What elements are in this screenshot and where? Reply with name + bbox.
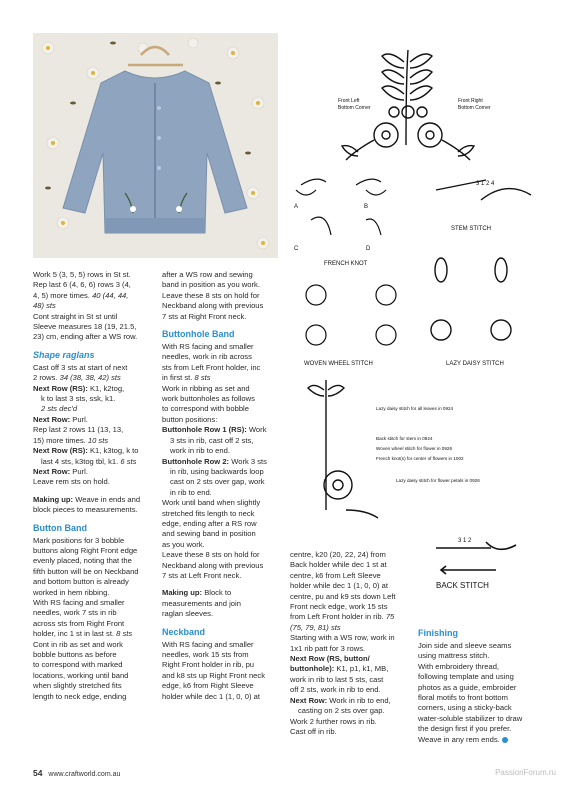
stem-stitch-numbers: 3 1 2 4 bbox=[476, 181, 495, 187]
back-stitch-diagram bbox=[436, 542, 516, 574]
c1-m2: block pieces to measurements. bbox=[33, 505, 138, 515]
c2-h6: work buttonholes as follows bbox=[162, 394, 255, 404]
c1-s7: Rep last 2 rows 11 (13, 13, bbox=[33, 425, 124, 435]
c4-l3: With embroidery thread, bbox=[418, 661, 500, 671]
c2-h2: needles, work in rib across bbox=[162, 352, 252, 362]
c1-s3b: K1, k2tog, bbox=[87, 383, 125, 393]
c1-s12: Leave rem sts on hold. bbox=[33, 477, 110, 487]
c1-s10b: 6 sts bbox=[120, 456, 137, 466]
c2-m1a: Making up: bbox=[162, 588, 203, 598]
c3-l13: work in rib to last 5 sts, cast bbox=[290, 674, 384, 684]
c2-h4a: in first st. bbox=[162, 373, 195, 383]
note-2: Back stitch for stem in 0924 bbox=[376, 436, 433, 441]
c1-b4: fifth button will be on Neckband bbox=[33, 566, 139, 576]
embroidery-diagrams bbox=[286, 40, 546, 600]
c2-h21: Leave these 8 sts on hold for bbox=[162, 550, 260, 560]
front-right-label-2: Bottom Corner bbox=[458, 105, 491, 111]
c1-b10a: holder, inc 1 st in last st. bbox=[33, 629, 117, 639]
c1-s2a: 2 rows. bbox=[33, 373, 60, 383]
c2-h12b: Work 3 sts bbox=[229, 456, 267, 466]
c1-b9: across sts from Right Front bbox=[33, 618, 125, 628]
c2-h18: edge, ending after a RS row bbox=[162, 518, 257, 528]
c3-l18: Cast off in rib. bbox=[290, 726, 337, 736]
c3-l6: Front neck edge, work 15 sts bbox=[290, 602, 388, 612]
c2-h12a: Buttonhole Row 2: bbox=[162, 456, 230, 466]
c2-h23: 7 sts at Left Front neck. bbox=[162, 570, 242, 580]
c2-h22: Neckband along with previous bbox=[162, 560, 264, 570]
c2-t3: Leave these 8 sts on hold for bbox=[162, 290, 260, 300]
c2-h13: in rib, using backwards loop bbox=[170, 466, 264, 476]
front-left-label-2: Bottom Corner bbox=[338, 105, 371, 111]
buttonhole-band-heading: Buttonhole Band bbox=[162, 329, 235, 340]
c1-b15: when slightly stretched fits bbox=[33, 681, 122, 691]
c4-l6: floral motifs to front bottom bbox=[418, 693, 508, 703]
c1-s4: k to last 3 sts, ssk, k1. bbox=[41, 394, 116, 404]
c2-h12 bbox=[162, 457, 280, 467]
button-band-heading: Button Band bbox=[33, 522, 87, 533]
footer-url[interactable]: www.craftworld.com.au bbox=[48, 771, 121, 778]
c4-l5: photos as a guide, embroider bbox=[418, 682, 517, 692]
c1-b14: locations, working until band bbox=[33, 670, 129, 680]
c2-h19: and sewing band in position bbox=[162, 529, 256, 539]
column-2 bbox=[162, 270, 280, 702]
c2-h9a: Buttonhole Row 1 (RS): bbox=[162, 425, 247, 435]
c1-b7: With RS facing and smaller bbox=[33, 597, 125, 607]
c1-l5: Cont straight in St st until bbox=[33, 311, 118, 321]
c4-l2: using mattress stitch. bbox=[418, 651, 490, 661]
c2-h3: sts from Left Front holder, inc bbox=[162, 362, 261, 372]
c1-s8a: 15) more times. bbox=[33, 435, 88, 445]
c1-b10 bbox=[33, 629, 151, 639]
note-4: French knot(s) for center of flowers in 1002 bbox=[376, 456, 464, 461]
french-knot-title: FRENCH KNOT bbox=[324, 261, 368, 267]
c1-l2: Rep last 6 (4, 6, 6) rows 3 (4, bbox=[33, 280, 131, 290]
cardigan-illustration bbox=[33, 33, 278, 258]
fk-letter-c: C bbox=[294, 246, 299, 252]
column-4 bbox=[418, 628, 546, 745]
c2-h8: button positions: bbox=[162, 414, 218, 424]
c4-l10 bbox=[418, 735, 546, 745]
c3-l3: centre, k6 from Left Sleeve bbox=[290, 570, 381, 580]
end-mark-icon bbox=[502, 737, 508, 743]
c2-t2: band in position as you work. bbox=[162, 280, 260, 290]
c1-s3 bbox=[33, 384, 151, 394]
c3-l7b: 75 bbox=[385, 612, 395, 622]
c1-s2b: 34 (38, 38, 42) sts bbox=[59, 373, 121, 383]
column-1 bbox=[33, 270, 151, 702]
page-footer bbox=[33, 768, 120, 778]
c1-b5: and bottom button is already bbox=[33, 577, 129, 587]
watermark: PassionForum.ru bbox=[495, 768, 556, 777]
c4-l1: Join side and sleeve seams bbox=[418, 641, 512, 650]
c3-l11: Next Row (RS, button/ bbox=[290, 654, 370, 664]
c2-n2: needles, work 15 sts from bbox=[162, 650, 249, 659]
c1-l7: 23) cm, ending after a WS row. bbox=[33, 332, 138, 342]
c4-l9: the design first if you prefer. bbox=[418, 724, 512, 734]
c1-b16: length to neck edge, ending bbox=[33, 691, 127, 701]
c2-h17: stretched fits length to neck bbox=[162, 508, 255, 518]
c3-l9: Starting with a WS row, work in bbox=[290, 633, 395, 643]
c2-t5: 7 sts at Right Front neck. bbox=[162, 311, 247, 321]
fk-letter-a: A bbox=[294, 204, 299, 210]
front-right-label: Front Right bbox=[458, 98, 483, 104]
c3-l4: holder while dec 1 (1, 0, 0) at bbox=[290, 581, 388, 591]
c1-b12: bobble buttons as before bbox=[33, 650, 117, 659]
lazy-daisy-diagram bbox=[431, 258, 511, 340]
note-1: Lazy daisy stitch for all leaves in 0924 bbox=[376, 406, 454, 411]
c2-t4: Neckband along with previous bbox=[162, 301, 264, 311]
c2-h15: in rib to end. bbox=[170, 487, 212, 497]
c2-h20: as you work. bbox=[162, 539, 205, 549]
c3-l16: casting on 2 sts over gap. bbox=[298, 706, 385, 716]
c3-l1: centre, k20 (20, 22, 24) from bbox=[290, 550, 386, 559]
woven-wheel-diagram bbox=[306, 285, 396, 345]
c1-m1a: Making up: bbox=[33, 494, 74, 504]
c1-l3b: 40 (44, 44, bbox=[92, 290, 129, 300]
c1-b8: needles, work 7 sts in rib bbox=[33, 608, 117, 618]
c2-h9b: Work bbox=[246, 425, 267, 435]
c2-h7: to correspond with bobble bbox=[162, 404, 249, 414]
template-side bbox=[308, 380, 378, 518]
c1-s11b: Purl. bbox=[70, 466, 88, 476]
c1-b3: evenly placed, noting that the bbox=[33, 556, 132, 566]
c2-m2: measurements and join bbox=[162, 598, 241, 608]
c1-s9a: Next Row (RS): bbox=[33, 446, 88, 456]
cardigan-photo bbox=[33, 33, 278, 258]
c3-l7a: from Left Front holder in rib. bbox=[290, 612, 386, 622]
c1-s5: 2 sts dec'd bbox=[41, 404, 78, 414]
c3-l15a: Next Row: bbox=[290, 695, 328, 705]
c1-s10a: last 4 sts, k3tog tbl, k1. bbox=[41, 456, 121, 466]
c2-m1b: Block to bbox=[202, 588, 232, 598]
shape-raglans-heading: Shape raglans bbox=[33, 349, 95, 360]
c1-l4: 48) sts bbox=[33, 301, 56, 311]
lazy-daisy-title: LAZY DAISY STITCH bbox=[446, 361, 504, 367]
finishing-heading: Finishing bbox=[418, 628, 458, 638]
c1-s2 bbox=[33, 373, 151, 383]
c3-l10: 1x1 rib patt for 3 rows. bbox=[290, 643, 366, 653]
c3-l14: off 2 sts, work in rib to end. bbox=[290, 685, 381, 695]
page-number: 54 bbox=[33, 768, 43, 778]
c1-s3a: Next Row (RS): bbox=[33, 383, 88, 393]
c1-m1 bbox=[33, 495, 151, 505]
c3-l12 bbox=[290, 664, 418, 674]
c3-l2: Back holder while dec 1 st at bbox=[290, 560, 387, 570]
stem-stitch-title: STEM STITCH bbox=[451, 226, 491, 232]
c1-b13: to correspond with marked bbox=[33, 660, 123, 670]
c2-n3: Right Front holder in rib, pu bbox=[162, 660, 255, 670]
c1-s6a: Next Row: bbox=[33, 414, 71, 424]
c2-h10: 3 sts in rib, cast off 2 sts, bbox=[170, 435, 254, 445]
c1-s6 bbox=[33, 415, 151, 425]
back-stitch-numbers: 3 1 2 bbox=[458, 538, 472, 544]
c4-l7: corners, using a sticky-back bbox=[418, 703, 512, 713]
c2-h4 bbox=[162, 373, 280, 383]
c2-h4b: 8 sts bbox=[194, 373, 211, 383]
note-3: Woven wheel stitch for flower in 0926 bbox=[376, 446, 453, 451]
c1-s8b: 10 sts bbox=[87, 435, 109, 445]
c2-h1: With RS facing and smaller bbox=[162, 342, 254, 352]
c1-m1b: Weave in ends and bbox=[73, 494, 141, 504]
c1-s11a: Next Row: bbox=[33, 466, 71, 476]
c2-h5: Work in ribbing as set and bbox=[162, 383, 250, 393]
c1-b6: worked in hem ribbing. bbox=[33, 587, 110, 597]
french-knot-diagram bbox=[296, 179, 386, 235]
c1-s9 bbox=[33, 446, 151, 456]
neckband-heading: Neckband bbox=[162, 626, 206, 637]
woven-wheel-title: WOVEN WHEEL STITCH bbox=[304, 361, 373, 367]
fk-letter-b: B bbox=[364, 204, 369, 210]
c1-b2: buttons along Right Front edge bbox=[33, 545, 138, 555]
c1-s9b: K1, k3tog, k to bbox=[87, 446, 139, 456]
c1-s10 bbox=[33, 457, 151, 467]
c3-l17: Work 2 further rows in rib. bbox=[290, 716, 377, 726]
c2-m1 bbox=[162, 588, 280, 598]
fk-letter-d: D bbox=[366, 246, 371, 252]
c2-n5: edge, k6 from Right Sleeve bbox=[162, 681, 254, 691]
front-left-label: Front Left bbox=[338, 98, 360, 104]
c1-s8 bbox=[33, 436, 151, 446]
c2-m3: raglan sleeves. bbox=[162, 609, 214, 619]
c1-l3a: 4, 5) more times. bbox=[33, 290, 93, 300]
c2-h11: work in rib to end. bbox=[170, 446, 230, 456]
c1-l1: Work 5 (3, 5, 5) rows in St st. bbox=[33, 270, 131, 279]
c4-l8: water-soluble stabilizer to draw bbox=[418, 713, 523, 723]
c1-l6: Sleeve measures 18 (19, 21.5, bbox=[33, 322, 137, 332]
c3-l12a: buttonhole): bbox=[290, 664, 335, 674]
column-3 bbox=[290, 550, 418, 737]
c3-l15b: Work in rib to end, bbox=[327, 695, 391, 705]
back-stitch-title: BACK STITCH bbox=[436, 581, 489, 590]
c3-l15 bbox=[290, 696, 418, 706]
c1-b11: Cont in rib as set and work bbox=[33, 639, 123, 649]
c2-n6: holder while dec 1 (1, 0, 0) at bbox=[162, 691, 260, 701]
c4-l10a: Weave in any rem ends. bbox=[418, 734, 500, 744]
c1-s6b: Purl. bbox=[70, 414, 88, 424]
c2-t1: after a WS row and sewing bbox=[162, 270, 253, 279]
c1-s11 bbox=[33, 467, 151, 477]
c2-h14: cast on 2 sts over gap, work bbox=[170, 477, 265, 487]
c2-h9 bbox=[162, 425, 280, 435]
c1-s1: Cast off 3 sts at start of next bbox=[33, 362, 128, 372]
c4-l4: following template and using bbox=[418, 672, 514, 682]
c2-n1: With RS facing and smaller bbox=[162, 639, 254, 649]
c3-l7 bbox=[290, 612, 418, 622]
note-5: Lazy daisy stitch for flower petals in 0926 bbox=[396, 478, 480, 483]
c2-h16: Work until band when slightly bbox=[162, 498, 261, 508]
c2-n4: and k8 sts up Right Front neck bbox=[162, 670, 265, 680]
c3-l5: centre, pu and k9 sts down Left bbox=[290, 591, 396, 601]
c1-b10b: 8 sts bbox=[116, 629, 133, 639]
c3-l12b: K1, p1, k1, MB, bbox=[334, 664, 389, 674]
c1-l3 bbox=[33, 291, 151, 301]
c3-l8: (75, 79, 81) sts bbox=[290, 622, 341, 632]
c1-b1: Mark positions for 3 bobble bbox=[33, 535, 125, 545]
